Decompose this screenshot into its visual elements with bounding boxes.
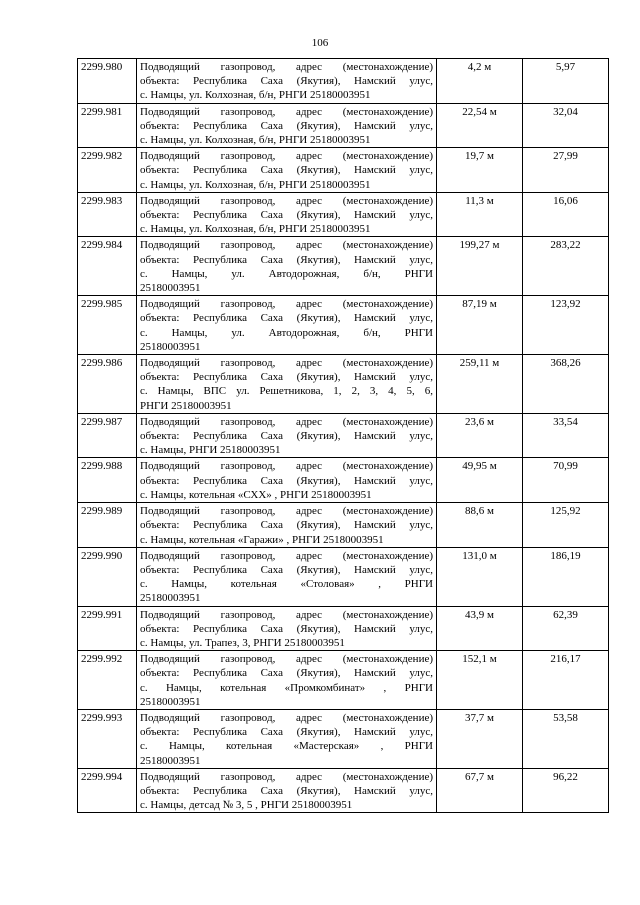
description-line: Подводящий газопровод, адрес (местонахождение) — [140, 549, 433, 562]
table-row — [78, 413, 609, 458]
length-cell: 4,2 м — [437, 59, 523, 104]
description-line: с. Намцы, котельная «Промкомбинат» , РНГИ — [140, 681, 433, 694]
table-row — [78, 296, 609, 355]
description-line: с. Намцы, детсад № 3, 5 , РНГИ 25180003951 — [140, 799, 353, 812]
description-line: объекта: Республика Саха (Якутия), Намский улус, — [140, 667, 433, 680]
value-cell: 216,17 — [523, 651, 609, 710]
registry-number-cell: 2299.992 — [78, 651, 137, 710]
description-line: Подводящий газопровод, адрес (местонахождение) — [140, 298, 433, 311]
value-cell: 16,06 — [523, 192, 609, 237]
property-registry-table — [77, 58, 609, 813]
length-cell: 131,0 м — [437, 547, 523, 606]
description-line: Подводящий газопровод, адрес (местонахождение) — [140, 194, 433, 207]
value-cell: 123,92 — [523, 296, 609, 355]
length-cell: 23,6 м — [437, 413, 523, 458]
length-cell: 37,7 м — [437, 709, 523, 768]
value-cell: 70,99 — [523, 458, 609, 503]
description-line: 25180003951 — [140, 754, 201, 767]
description-line: объекта: Республика Саха (Якутия), Намский улус, — [140, 430, 433, 443]
registry-number-cell: 2299.983 — [78, 192, 137, 237]
registry-number-cell: 2299.981 — [78, 103, 137, 148]
value-cell: 33,54 — [523, 413, 609, 458]
description-line: Подводящий газопровод, адрес (местонахождение) — [140, 505, 433, 518]
object-description-cell — [137, 651, 437, 710]
object-description-cell — [137, 503, 437, 548]
description-line: Подводящий газопровод, адрес (местонахождение) — [140, 61, 433, 73]
object-description-cell — [137, 458, 437, 503]
description-line: Подводящий газопровод, адрес (местонахождение) — [140, 770, 433, 783]
registry-number-cell: 2299.989 — [78, 503, 137, 548]
object-description-cell — [137, 59, 437, 104]
length-cell: 49,95 м — [437, 458, 523, 503]
description-line: объекта: Республика Саха (Якутия), Намский улус, — [140, 164, 433, 177]
length-cell: 43,9 м — [437, 606, 523, 651]
description-line: 25180003951 — [140, 695, 201, 708]
registry-number-cell: 2299.993 — [78, 709, 137, 768]
registry-number-cell: 2299.984 — [78, 237, 137, 296]
value-cell: 368,26 — [523, 355, 609, 414]
table-row — [78, 148, 609, 193]
value-cell: 96,22 — [523, 768, 609, 813]
value-cell: 27,99 — [523, 148, 609, 193]
description-line: с. Намцы, ул. Колхозная, б/н, РНГИ 25180003951 — [140, 178, 371, 191]
description-line: с. Намцы, ул. Автодорожная, б/н, РНГИ — [140, 326, 433, 339]
length-cell: 22,54 м — [437, 103, 523, 148]
object-description-cell — [137, 148, 437, 193]
object-description-cell — [137, 413, 437, 458]
description-line: Подводящий газопровод, адрес (местонахождение) — [140, 460, 433, 473]
description-line: Подводящий газопровод, адрес (местонахождение) — [140, 415, 433, 428]
table-row — [78, 503, 609, 548]
object-description-cell — [137, 237, 437, 296]
length-cell: 259,11 м — [437, 355, 523, 414]
description-line: объекта: Республика Саха (Якутия), Намский улус, — [140, 622, 433, 635]
description-line: с. Намцы, ул. Трапез, 3, РНГИ 25180003951 — [140, 636, 345, 649]
description-line: с. Намцы, котельная «СХХ» , РНГИ 25180003951 — [140, 488, 372, 501]
description-line: объекта: Республика Саха (Якутия), Намский улус, — [140, 784, 433, 797]
description-line: с. Намцы, РНГИ 25180003951 — [140, 444, 281, 457]
table-row — [78, 768, 609, 813]
object-description-cell — [137, 606, 437, 651]
registry-number-cell: 2299.991 — [78, 606, 137, 651]
length-cell: 67,7 м — [437, 768, 523, 813]
description-line: объекта: Республика Саха (Якутия), Намский улус, — [140, 563, 433, 576]
description-line: объекта: Республика Саха (Якутия), Намский улус, — [140, 726, 433, 739]
description-line: Подводящий газопровод, адрес (местонахождение) — [140, 239, 433, 252]
description-line: объекта: Республика Саха (Якутия), Намский улус, — [140, 474, 433, 487]
registry-number-cell: 2299.980 — [78, 59, 137, 104]
description-line: объекта: Республика Саха (Якутия), Намский улус, — [140, 312, 433, 325]
value-cell: 62,39 — [523, 606, 609, 651]
description-line: 25180003951 — [140, 592, 201, 605]
description-line: с. Намцы, котельная «Мастерская» , РНГИ — [140, 740, 433, 753]
description-line: Подводящий газопровод, адрес (местонахождение) — [140, 711, 433, 724]
description-line: Подводящий газопровод, адрес (местонахождение) — [140, 150, 433, 163]
object-description-cell — [137, 768, 437, 813]
description-line: с. Намцы, ул. Колхозная, б/н, РНГИ 25180003951 — [140, 223, 371, 236]
description-line: объекта: Республика Саха (Якутия), Намский улус, — [140, 119, 433, 132]
registry-number-cell: 2299.986 — [78, 355, 137, 414]
table-row — [78, 355, 609, 414]
registry-number-cell: 2299.987 — [78, 413, 137, 458]
length-cell: 11,3 м — [437, 192, 523, 237]
length-cell: 87,19 м — [437, 296, 523, 355]
length-cell: 152,1 м — [437, 651, 523, 710]
description-line: 25180003951 — [140, 340, 201, 353]
registry-number-cell: 2299.994 — [78, 768, 137, 813]
description-line: с. Намцы, котельная «Столовая» , РНГИ — [140, 578, 433, 591]
object-description-cell — [137, 355, 437, 414]
description-line: Подводящий газопровод, адрес (местонахождение) — [140, 608, 433, 621]
description-line: с. Намцы, котельная «Гаражи» , РНГИ 25180003951 — [140, 533, 384, 546]
object-description-cell — [137, 103, 437, 148]
table-row — [78, 59, 609, 104]
value-cell: 283,22 — [523, 237, 609, 296]
description-line: Подводящий газопровод, адрес (местонахождение) — [140, 105, 433, 118]
table-row — [78, 709, 609, 768]
object-description-cell — [137, 709, 437, 768]
object-description-cell — [137, 296, 437, 355]
description-line: РНГИ 25180003951 — [140, 399, 232, 412]
description-line: с. Намцы, ул. Автодорожная, б/н, РНГИ — [140, 267, 433, 280]
description-line: 25180003951 — [140, 282, 201, 295]
description-line: Подводящий газопровод, адрес (местонахождение) — [140, 357, 433, 370]
description-line: с. Намцы, ул. Колхозная, б/н, РНГИ 25180003951 — [140, 89, 371, 102]
table-row — [78, 606, 609, 651]
registry-number-cell: 2299.988 — [78, 458, 137, 503]
object-description-cell — [137, 192, 437, 237]
description-line: Подводящий газопровод, адрес (местонахождение) — [140, 653, 433, 666]
registry-table-body — [78, 59, 609, 813]
table-row — [78, 192, 609, 237]
table-row — [78, 237, 609, 296]
length-cell: 88,6 м — [437, 503, 523, 548]
description-line: объекта: Республика Саха (Якутия), Намский улус, — [140, 209, 433, 222]
registry-number-cell: 2299.990 — [78, 547, 137, 606]
object-description-cell — [137, 547, 437, 606]
registry-number-cell: 2299.982 — [78, 148, 137, 193]
page-number: 106 — [311, 37, 329, 49]
value-cell: 5,97 — [523, 59, 609, 104]
description-line: с. Намцы, ул. Колхозная, б/н, РНГИ 25180003951 — [140, 134, 371, 147]
table-row — [78, 458, 609, 503]
description-line: объекта: Республика Саха (Якутия), Намский улус, — [140, 253, 433, 266]
value-cell: 186,19 — [523, 547, 609, 606]
table-row — [78, 103, 609, 148]
table-row — [78, 547, 609, 606]
table-row — [78, 651, 609, 710]
description-line: объекта: Республика Саха (Якутия), Намский улус, — [140, 519, 433, 532]
description-line: объекта: Республика Саха (Якутия), Намский улус, — [140, 75, 433, 88]
description-line: с. Намцы, ВПС ул. Решетникова, 1, 2, 3, 4, 5, 6, — [140, 385, 433, 398]
value-cell: 53,58 — [523, 709, 609, 768]
value-cell: 125,92 — [523, 503, 609, 548]
length-cell: 199,27 м — [437, 237, 523, 296]
value-cell: 32,04 — [523, 103, 609, 148]
registry-number-cell: 2299.985 — [78, 296, 137, 355]
length-cell: 19,7 м — [437, 148, 523, 193]
description-line: объекта: Республика Саха (Якутия), Намский улус, — [140, 371, 433, 384]
